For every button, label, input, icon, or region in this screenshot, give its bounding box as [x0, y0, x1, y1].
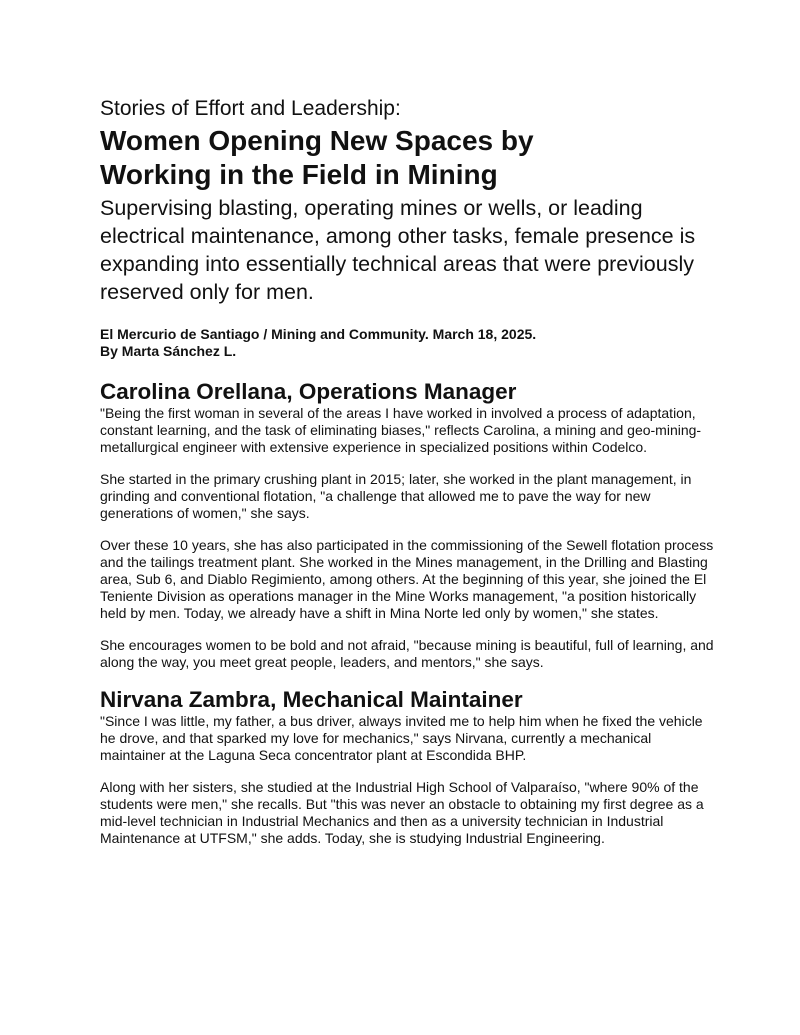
article-kicker: Stories of Effort and Leadership: — [100, 97, 401, 120]
article-page — [100, 96, 720, 862]
article-headline — [100, 124, 720, 192]
section-title: Nirvana Zambra, Mechanical Maintainer — [100, 687, 523, 712]
section-nirvana-zambra — [100, 686, 720, 847]
paragraph: "Since I was little, my father, a bus driver, always invited me to help him when he fixed the vehicle he drove, and that sparked my love for mechanics," says Nirvana, currently a mechanical maintainer at the Laguna Seca concentrator plant at Escondida BHP. — [100, 713, 703, 763]
paragraph: Over these 10 years, she has also participated in the commissioning of the Sewell flotation process and the tailings treatment plant. She worked in the Mines management, in the Drilling and Blasting area, Sub 6, and Diablo Regimiento, among others. At the beginning of this year, she joined the El Teniente Division as operations manager in the Mine Works management, "a position historically held by men. Today, we already have a shift in Mina Norte led only by women," she states. — [100, 537, 714, 621]
section-title: Carolina Orellana, Operations Manager — [100, 379, 517, 404]
headline-line-1: Women Opening New Spaces by — [100, 125, 534, 156]
paragraph: She encourages women to be bold and not afraid, "because mining is beautiful, full of learning, and along the way, you meet great people, leaders, and mentors," she says. — [100, 637, 714, 670]
headline-line-2: Working in the Field in Mining — [100, 159, 498, 190]
article-meta — [100, 326, 720, 360]
paragraph: "Being the first woman in several of the areas I have worked in involved a process of adaptation, constant learning, and the task of eliminating biases," reflects Carolina, a mining and geo-mining-metallurgical engineer with extensive experience in specialized positions within Codelco. — [100, 405, 702, 455]
paragraph: She started in the primary crushing plant in 2015; later, she worked in the plant management, in grinding and conventional flotation, "a challenge that allowed me to pave the way for new generations of women," she says. — [100, 471, 692, 521]
article-byline: By Marta Sánchez L. — [100, 343, 237, 359]
article-subheadline: Supervising blasting, operating mines or wells, or leading electrical maintenance, among other tasks, female presence is expanding into essentially technical areas that were previously reserved only for men. — [100, 196, 696, 304]
section-carolina-orellana — [100, 378, 720, 671]
article-source: El Mercurio de Santiago / Mining and Community. March 18, 2025. — [100, 326, 537, 342]
paragraph: Along with her sisters, she studied at the Industrial High School of Valparaíso, "where 90% of the students were men," she recalls. But "this was never an obstacle to obtaining my first degree as a mid-level technician in Industrial Mechanics and then as a university technician in Industrial Maintenance at UTFSM," she adds. Today, she is studying Industrial Engineering. — [100, 779, 704, 846]
